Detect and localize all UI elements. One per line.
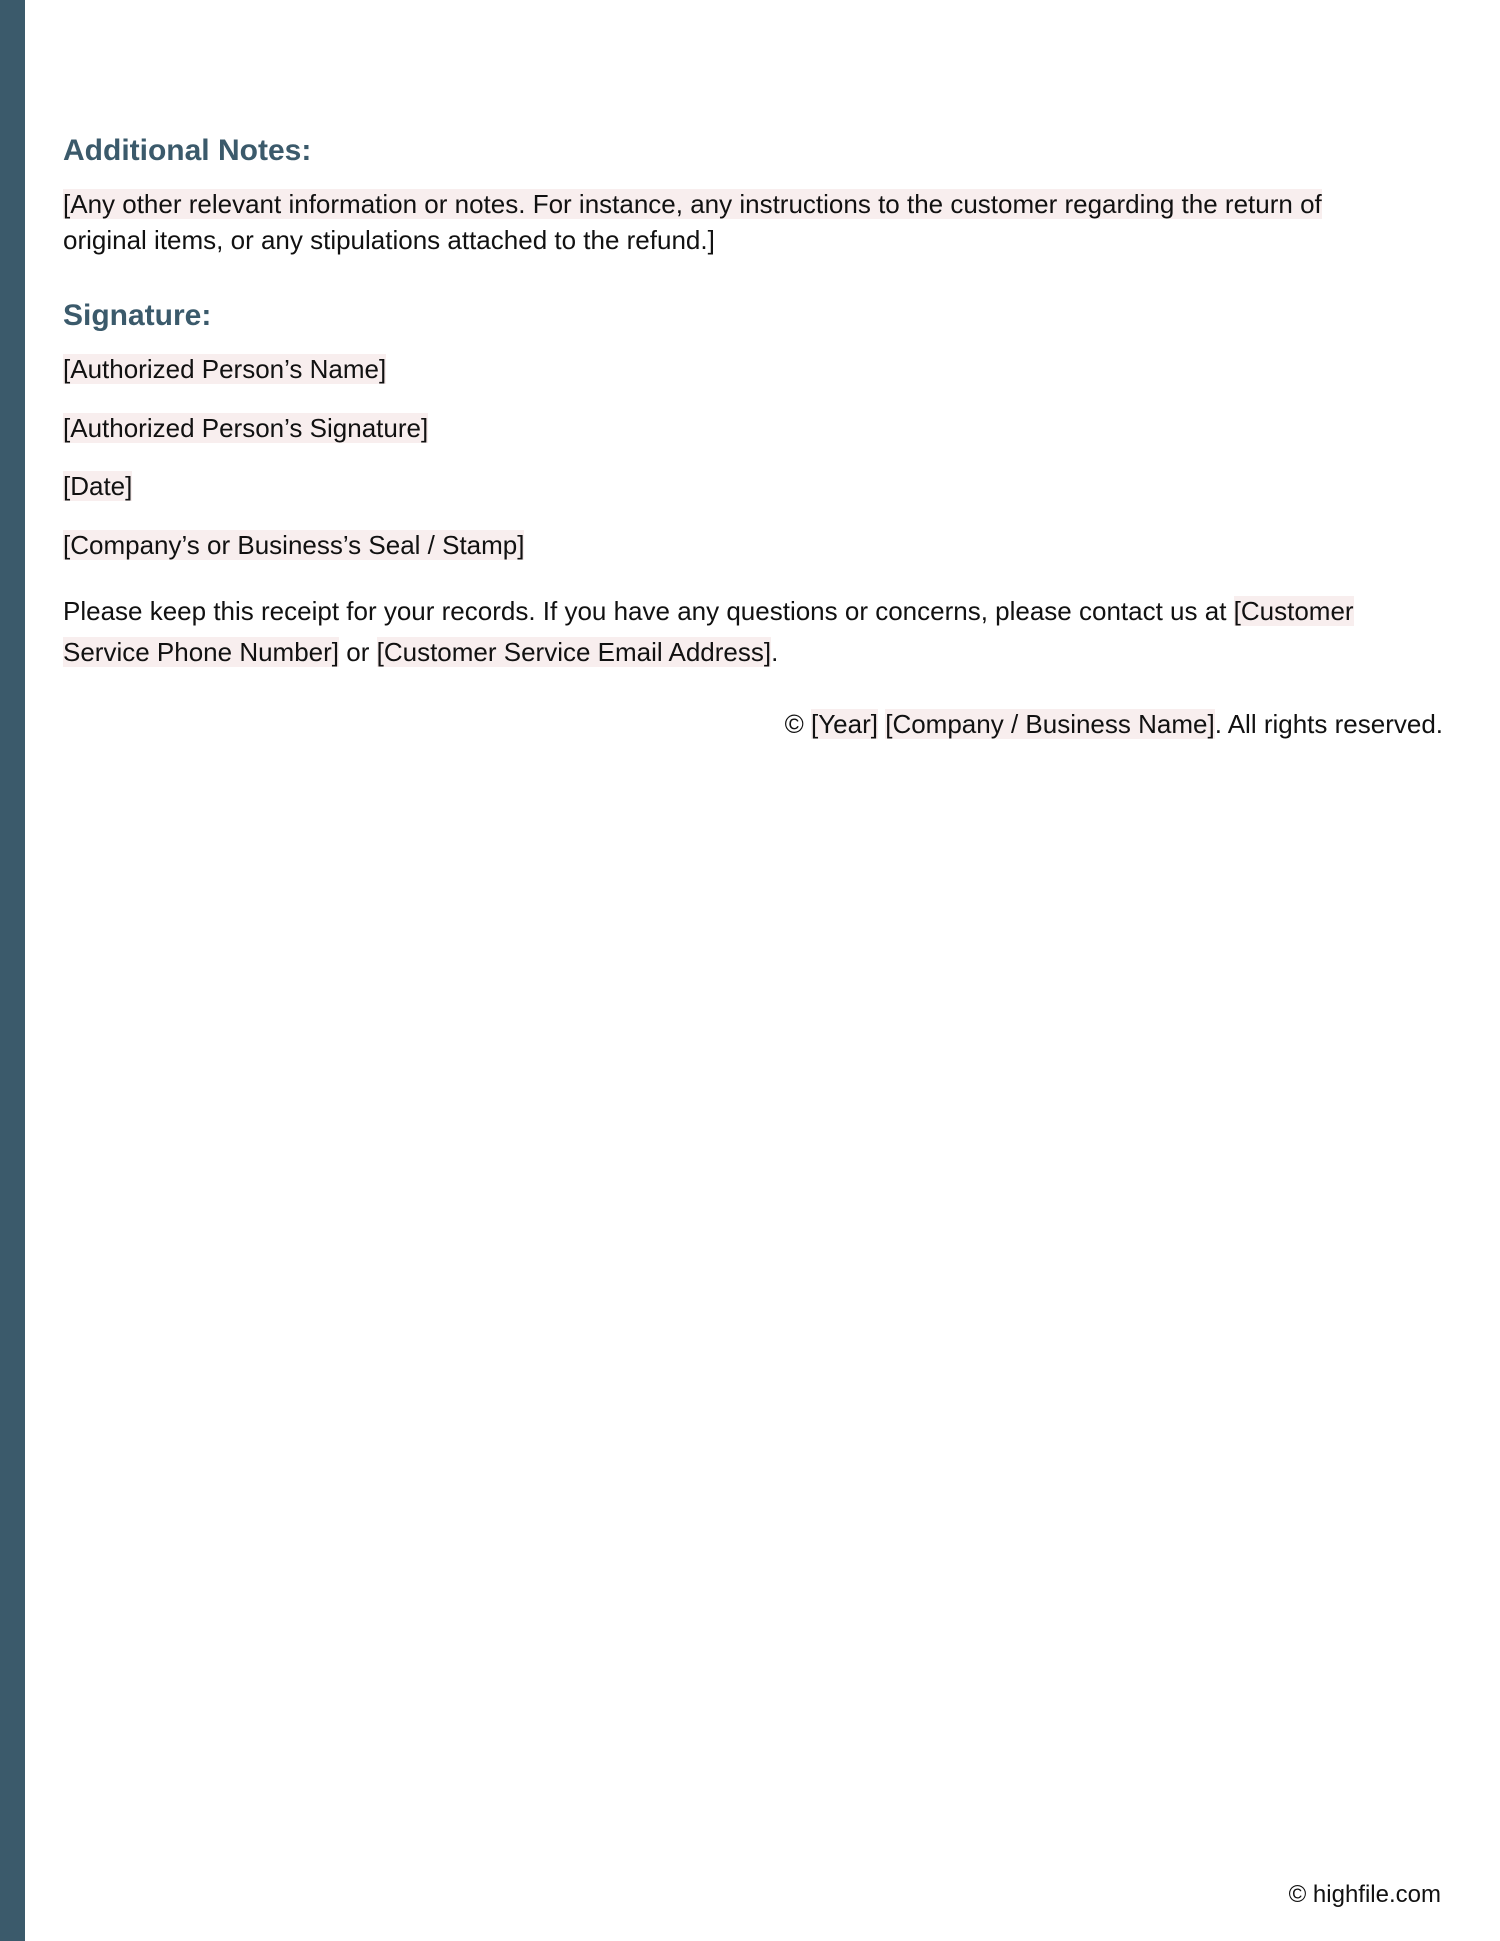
customer-service-phone-placeholder-part1: [Customer — [1233, 596, 1354, 626]
year-placeholder: [Year] — [811, 709, 878, 739]
notes-line-2: original items, or any stipulations attached to the refund.] — [63, 225, 715, 255]
authorized-name-field — [63, 351, 386, 387]
notes-line-1: [Any other relevant information or notes. For instance, any instructions to the customer regarding the return of — [63, 189, 1322, 219]
date-placeholder: [Date] — [63, 471, 133, 501]
company-name-placeholder: [Company / Business Name] — [885, 709, 1215, 739]
footer-credit: © highfile.com — [1288, 1881, 1441, 1908]
date-field — [63, 468, 132, 504]
copyright-rights: . All rights reserved. — [1214, 709, 1443, 739]
authorized-signature-placeholder: [Authorized Person’s Signature] — [63, 413, 429, 443]
customer-service-phone-placeholder-part2: Service Phone Number] — [63, 637, 340, 667]
authorized-signature-field — [63, 410, 428, 446]
copyright-symbol: © — [784, 709, 811, 739]
seal-placeholder: [Company’s or Business’s Seal / Stamp] — [63, 530, 525, 560]
side-accent-bar — [0, 0, 25, 1941]
closing-period: . — [771, 637, 779, 667]
signature-heading: Signature: — [63, 299, 212, 332]
closing-or: or — [339, 637, 377, 667]
authorized-name-placeholder: [Authorized Person’s Name] — [63, 354, 387, 384]
copyright-line — [68, 706, 1443, 742]
closing-paragraph — [63, 591, 1354, 673]
closing-text: Please keep this receipt for your records. If you have any questions or concerns, please contact us at — [63, 596, 1234, 626]
customer-service-email-placeholder: [Customer Service Email Address] — [376, 637, 772, 667]
additional-notes-text — [63, 186, 1322, 258]
additional-notes-heading: Additional Notes: — [63, 134, 312, 167]
seal-field — [63, 527, 524, 563]
